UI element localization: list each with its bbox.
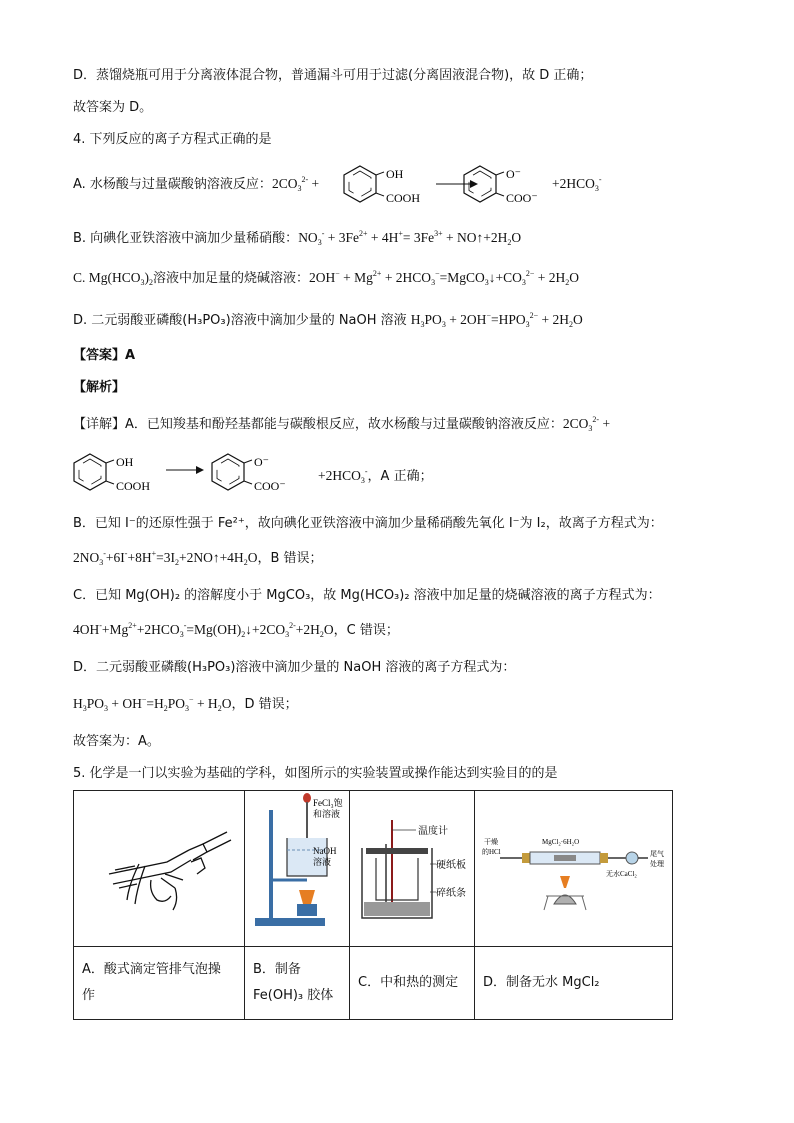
label-cooh: COOH	[386, 191, 421, 205]
tail-gas-label: 尾气	[649, 849, 664, 858]
option-c-caption	[350, 947, 475, 1020]
q4-option-b	[73, 228, 521, 249]
q3-conclusion: 故答案为 D。	[73, 100, 153, 115]
q4-option-c	[73, 268, 579, 289]
salicylate-structure	[464, 166, 538, 205]
stopper-right	[600, 853, 608, 863]
dry-label: 干燥	[483, 837, 498, 846]
q4-option-d-eq: $H_3PO_3 + 2OH^-=HPO_3^{2-} + 2H_2O$	[410, 311, 583, 329]
option-c-line1: C．中和热的测定	[358, 975, 459, 990]
label-oh-2: OH	[116, 455, 134, 469]
q4-detail-c-eq: $4OH^-+Mg^{2+}+2HCO_3^-=Mg(OH)_2↓+2CO_3^{2-}+2H_2O$	[73, 621, 334, 639]
option-b-line1: B．制备	[253, 962, 301, 977]
cardboard-lid	[366, 848, 428, 854]
q4-analysis-label: 【解析】	[73, 380, 126, 395]
q5-caption-row	[74, 947, 673, 1020]
dropper-bulb	[303, 793, 311, 803]
figure-a-cell	[74, 791, 245, 947]
neutralization-heat-figure	[352, 792, 472, 942]
q4-stem: 4. 下列反应的离子方程式正确的是	[73, 132, 272, 147]
q4-option-b-text: B. 向碘化亚铁溶液中滴加少量稀硝酸：	[73, 231, 299, 246]
reaction-arrow-head-2	[196, 466, 204, 474]
q4-option-c-formula: C. $Mg(HCO_3)_2$	[73, 270, 154, 287]
naoh-label: NaOH	[313, 845, 337, 856]
figure-b-cell	[245, 791, 350, 947]
q4-detail-b-eq: $2NO_3^-+6I^-+8H^+=3I_2+2NO↑+4H_2O$	[73, 549, 258, 567]
q3-option-d-explanation: D．蒸馏烧瓶可用于分离液体混合物，普通漏斗可用于过滤(分离固液混合物)，故 D 正确；	[73, 68, 593, 83]
mgcl2-label: MgCl₂·6H₂O	[541, 837, 579, 846]
q4-answer: 【答案】A	[73, 348, 136, 363]
label-o-minus: O⁻	[506, 167, 521, 181]
q5-stem: 5. 化学是一门以实验为基础的学科，如图所示的实验装置或操作能达到实验目的的是	[73, 766, 558, 781]
q4-option-c-eq: $2OH^- + Mg^{2+}$ + $2HCO_3^-=MgCO_3↓+CO_3^{2-} + 2H_2O$	[309, 269, 579, 287]
stand-base	[255, 918, 325, 926]
cardboard-label: 硬纸板	[436, 859, 466, 871]
salicylic-acid-structure	[344, 166, 420, 205]
q4-detail-b-end: ，B 错误；	[257, 551, 323, 566]
scraps-label: 碎纸条	[436, 887, 466, 899]
q4-detail-a	[73, 414, 610, 435]
label-oh: OH	[386, 167, 404, 181]
q5-figure-row	[74, 791, 673, 947]
lamp-flame	[560, 876, 570, 888]
q4-detail-d-end: ，D 错误；	[231, 697, 298, 712]
q4-option-d	[73, 310, 583, 331]
label-coo-minus-2: COO⁻	[254, 479, 286, 493]
naoh-label-2: 溶液	[313, 856, 332, 867]
option-a-line1: A．酸式滴定管排气泡操	[82, 962, 221, 977]
q4-option-a-text: A. 水杨酸与过量碳酸钠溶液反应：	[73, 177, 272, 192]
fecl3-label-2: 和溶液	[313, 808, 341, 819]
q4-detail-a-tail	[318, 466, 433, 487]
q4-option-b-eq: $NO_3^- + 3Fe^{2+} + 4H^+= 3Fe^{3+}$ + $NO↑+2H_2O$	[298, 229, 522, 247]
q4-option-c-text: 溶液中加足量的烧碱溶液：	[153, 271, 310, 286]
anhydrous-mgcl2-figure	[476, 792, 672, 942]
hcl-label: 的HCl	[481, 847, 501, 856]
q4-detail-d-eq-line	[73, 694, 298, 715]
label-cooh-2: COOH	[116, 479, 151, 493]
fecl3-label: FeCl₃饱	[313, 797, 343, 808]
thermometer-label: 温度计	[418, 825, 448, 837]
q4-detail-c-eq-line	[73, 620, 399, 641]
burner-flame	[299, 890, 315, 904]
q4-option-a-eq-right: $+2HCO_3^-$	[552, 175, 602, 193]
option-a-caption	[74, 947, 245, 1020]
q4-detail-a-eq-right: $+2HCO_3^-$	[318, 467, 368, 485]
q4-detail-b-eq-line	[73, 548, 323, 569]
q4-detail-c-end: ，C 错误；	[333, 623, 399, 638]
option-b-caption	[245, 947, 350, 1020]
alcohol-lamp	[297, 904, 317, 916]
q4-detail-b: B．已知 I⁻的还原性强于 Fe²⁺，故向碘化亚铁溶液中滴加少量稀硝酸先氧化 I⁻为 I₂，故离子方程式为：	[73, 516, 663, 531]
label-coo-minus: COO⁻	[506, 191, 538, 205]
figure-c-cell	[350, 791, 475, 947]
inner-beaker	[376, 858, 418, 900]
option-d-caption	[475, 947, 673, 1020]
sample-boat	[554, 855, 576, 861]
stand-rod	[269, 810, 273, 918]
reaction-arrow-head	[470, 180, 478, 188]
q4-conclusion: 故答案为：A。	[73, 734, 160, 749]
q4-detail-d-eq: $H_3PO_3 + OH^-=H_2PO_3^- + H_2O$	[73, 695, 232, 713]
q4-detail-d: D．二元弱酸亚磷酸(H₃PO₃)溶液中滴加少量的 NaOH 溶液的离子方程式为：	[73, 660, 516, 675]
label-o-minus-2: O⁻	[254, 455, 269, 469]
q4-option-d-text: D. 二元弱酸亚磷酸(H₃PO₃)溶液中滴加少量的 NaOH 溶液	[73, 313, 407, 328]
stopper-left	[522, 853, 530, 863]
paper-scraps	[364, 902, 430, 916]
q4-detail-a-text: 【详解】A．已知羧基和酚羟基都能与碳酸根反应，故水杨酸与过量碳酸钠溶液反应：	[73, 417, 563, 432]
q4-detail-a-end: ，A 正确；	[367, 469, 433, 484]
q4-detail-a-structures	[70, 448, 320, 498]
cacl2-label: 无水CaCl₂	[605, 869, 637, 878]
q4-option-a	[73, 174, 319, 195]
salicylate-structure-2	[212, 454, 286, 493]
q5-experiment-table	[73, 790, 673, 1020]
tail-gas-label-2: 处理	[649, 859, 664, 868]
q4-option-a-eq-left: $2CO_3^{2-}$ +	[271, 175, 320, 193]
option-b-line2: Fe(OH)₃ 胶体	[253, 988, 334, 1003]
drying-bulb	[626, 852, 638, 864]
figure-d-cell	[475, 791, 673, 947]
option-d-line1: D．制备无水 MgCl₂	[483, 975, 600, 990]
q4-detail-a-eq-left: $2CO_3^{2-}$ +	[562, 415, 611, 433]
q4-detail-c: C．已知 Mg(OH)₂ 的溶解度小于 MgCO₃，故 Mg(HCO₃)₂ 溶液中加足量的烧碱溶液的离子方程式为：	[73, 588, 661, 603]
burette-bubble-removal-figure	[79, 792, 239, 942]
option-a-line2: 作	[82, 988, 96, 1003]
salicylic-acid-structure-2	[74, 454, 150, 493]
fe-oh-3-colloid-figure	[247, 792, 347, 942]
